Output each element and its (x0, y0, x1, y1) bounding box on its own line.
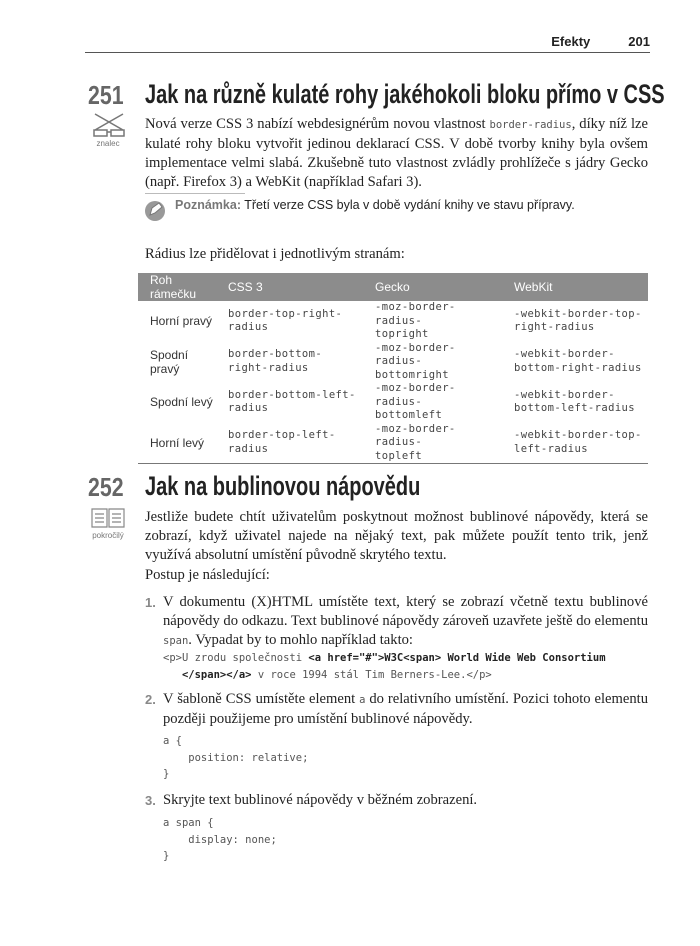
property-cell: border-bottom-left- radius (228, 388, 356, 415)
property-cell: -webkit-border- bottom-right-radius (514, 348, 642, 374)
tip-number: 252 (88, 472, 124, 502)
note (175, 198, 575, 212)
level-label: znalec (96, 139, 120, 148)
glasses-icon (92, 112, 126, 138)
step-number: 3. (145, 793, 156, 808)
property-cell: -webkit-border- bottom-left-radius (514, 388, 635, 415)
tip-title: Jak na různě kulaté rohy jakéhokoli bloku přímo v CSS (145, 79, 665, 109)
tip-title: Jak na bublinovou nápovědu (145, 471, 421, 501)
running-header (85, 34, 650, 53)
inline-code: border-radius (489, 119, 572, 131)
property-cell: -webkit-border-top- right-radius (514, 307, 642, 334)
table-header-row (138, 273, 648, 301)
table-row (138, 301, 648, 342)
code: a span { display: none; } (163, 817, 277, 862)
table-row (138, 342, 648, 383)
corner-name-cell: Spodní pravý (150, 347, 189, 376)
property-cell: -moz-border-radius- bottomright (375, 341, 456, 381)
level-label: pokročilý (92, 531, 124, 540)
step-number: 2. (145, 692, 156, 707)
col-header: WebKit (502, 273, 648, 301)
code: <p>U zrodu společnosti (163, 652, 309, 664)
open-book-icon (91, 507, 125, 529)
property-cell: border-top-right- radius (228, 307, 343, 334)
corner-name-cell: Spodní levý (150, 395, 213, 410)
table-row (138, 423, 648, 464)
code-bold: <a href="#">W3C<span> World Wide Web Consortium (308, 652, 606, 664)
text: . Vypadat by to mohlo například takto: (188, 632, 413, 648)
code-block-3 (145, 815, 277, 865)
note-text: Třetí verze CSS byla v době vydání knihy ve stavu přípravy. (241, 198, 575, 212)
property-cell: -moz-border-radius- topright (375, 301, 456, 340)
text: , díky níž lze kulaté rohy bloku vytvořit jedinou deklarací CSS. V době tvorby knihy byla ovšem implementace velmi slabá. Zkušebně tuto vlastnost zvládly prohlížeče s jádry Gecko (např. Firefox 3) a WebKit (například Safari 3). (145, 116, 648, 190)
property-cell: -webkit-border-top- left-radius (514, 429, 642, 455)
table-row (138, 382, 648, 423)
text: Nová verze CSS 3 nabízí webdesignérům novou vlastnost (145, 116, 490, 132)
corner-name-cell: Horní levý (150, 435, 205, 450)
code-block-1 (163, 650, 606, 683)
col-header: Roh rámečku (138, 273, 216, 301)
steps-intro: Postup je následující: (145, 567, 270, 583)
intro-paragraph (145, 115, 648, 192)
inline-code: a (359, 694, 366, 706)
page-number: 201 (628, 34, 650, 49)
code-bold: </span></a> (181, 668, 252, 681)
border-radius-table (138, 273, 648, 464)
table-intro: Rádius lze přidělovat i jednotlivým stranám: (145, 246, 405, 262)
property-cell: border-top-left- radius (228, 429, 336, 455)
note-label: Poznámka: (175, 198, 241, 212)
step-3 (145, 791, 648, 810)
header-section: Efekty (551, 34, 591, 49)
col-header: Gecko (363, 273, 502, 301)
property-cell: -moz-border-radius- topleft (375, 422, 456, 462)
code-block-2: a { position: relative; } (163, 735, 309, 780)
text: V dokumentu (X)HTML umístěte text, který se zobrazí včetně textu bublinové nápovědy do odkazu. Text bublinové nápovědy zároveň uzavřete ještě do elementu (163, 594, 648, 629)
col-header: CSS 3 (216, 273, 363, 301)
note-divider (145, 193, 245, 194)
property-cell: -moz-border-radius- bottomleft (375, 382, 456, 421)
text: do relativního umístění. Pozici tohoto elementu později použijeme pro umístění bublinové nápovědy. (163, 691, 648, 727)
step-1 (145, 593, 648, 651)
code: v roce 1994 stál Tim Berners-Lee.</p> (251, 668, 492, 681)
tip-number: 251 (88, 80, 124, 110)
pencil-note-icon (143, 198, 167, 222)
text: Skryjte text bublinové nápovědy v běžném zobrazení. (163, 792, 478, 808)
property-cell: border-bottom- right-radius (228, 348, 323, 374)
inline-code: span (163, 635, 189, 647)
step-2 (145, 690, 648, 729)
text: V šabloně CSS umístěte element (163, 691, 360, 707)
intro-paragraph: Jestliže budete chtít uživatelům poskytnout možnost bublinové nápovědy, která se zobrazí, když uživatel najede na nějaký text, pak můžete použít tento trik, jenž využívá absolutní umístění původně skrytého textu. (145, 509, 648, 563)
corner-name-cell: Horní pravý (150, 314, 213, 329)
step-number: 1. (145, 595, 156, 610)
